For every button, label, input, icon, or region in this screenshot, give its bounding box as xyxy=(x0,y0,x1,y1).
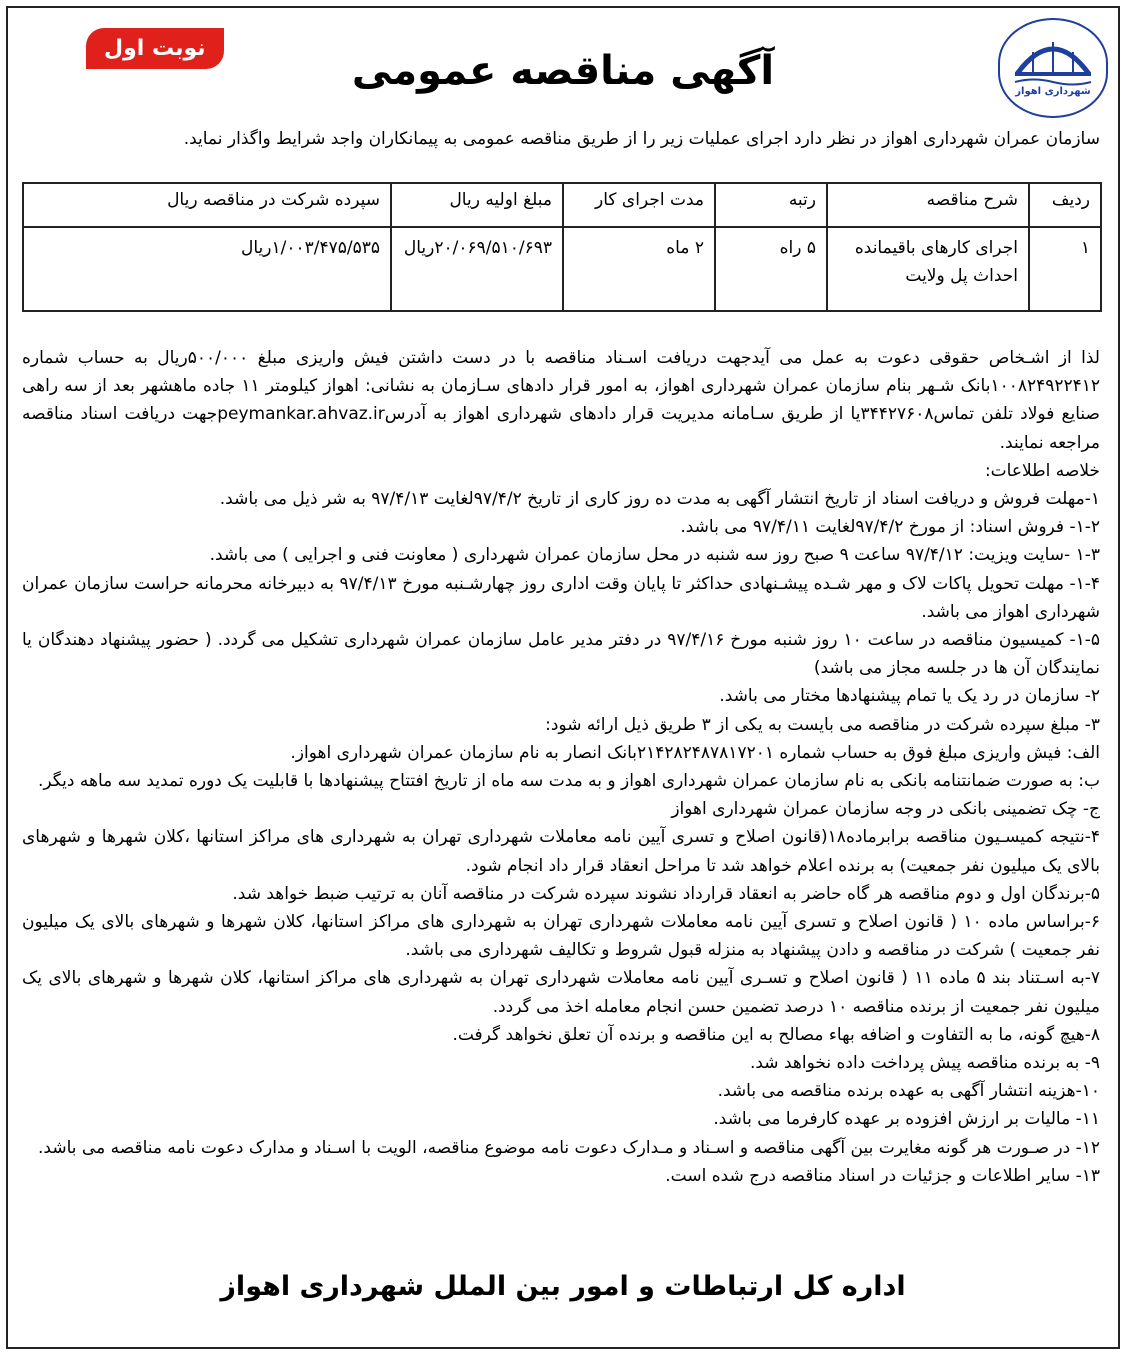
col-initial-amount: مبلغ اولیه ریال xyxy=(391,183,563,227)
issuer-footer: اداره کل ارتباطات و امور بین الملل شهرداری اهواز xyxy=(220,1271,906,1302)
paragraph: ۸-هیچ گونه، ما به التفاوت و اضافه بهاء مصالح به این مناقصه و برنده آن تعلق نخواهد گرفت. xyxy=(452,1024,1100,1045)
turn-badge: نوبت اول xyxy=(86,28,224,69)
paragraph: ۱-۳ -سایت ویزیت: ۹۷/۴/۱۲ ساعت ۹ صبح روز سه شنبه در محل سازمان عمران شهرداری ( معاونت فنی و اجرایی ) می باشد. xyxy=(209,545,1100,566)
tender-table xyxy=(22,182,1102,312)
paragraph: ۳- مبلغ سپرده شرکت در مناقصه می بایست به یکی از ۳ طریق ذیل ارائه شود: xyxy=(545,714,1100,735)
col-row-number: ردیف xyxy=(1029,183,1101,227)
paragraph: لذا از اشـخاص حقوقی دعوت به عمل می آیدجهت دریافت اسـناد مناقصه با در دست داشتن فیش واریزی مبلغ ۵۰۰/۰۰۰ریال به حساب شماره ۱۰۰۸۲۴۹۲۲۴۱۲بانک شـهر بنام سازمان عمران شهرداری اهواز، به امور قرار دادهای سـازمان به نشانی: اهواز کیلومتر ۱۱ جاده ماهشهر بعد از سه راهی صنایع فولاد تلفن تماس۳۴۴۲۷۶۰۸یا از طریق سـامانه مدیریت قرار دادهای شهرداری اهواز به آدرسpeymankar.ahvaz.irجهت دریافت اسناد مناقصه مراجعه نمایند. xyxy=(22,348,1101,453)
cell-initial-amount: ۲۰/۰۶۹/۵۱۰/۶۹۳ریال xyxy=(391,227,563,311)
notice-body xyxy=(22,344,1100,1190)
cell-description: اجرای کارهای باقیمانده احداث پل ولایت xyxy=(827,227,1029,311)
col-duration: مدت اجرای کار xyxy=(563,183,715,227)
paragraph: ۷-به اسـتناد بند ۵ ماده ۱۱ ( قانون اصلاح و تسـری آیین نامه معاملات شهرداری تهران به شهرداری های مراکز استانها، کلان شهرها و شهرهای بالای یک میلیون نفر جمعیت از برنده مناقصه ۱۰ درصد تضمین حسن انجام معامله اخذ می گردد. xyxy=(22,968,1100,1017)
paragraph: ۴-نتیجه کمیسـیون مناقصه برابرماده۱۸(قانون اصلاح و تسری آیین نامه معاملات شهرداری تهران به شهرداری های مراکز استانها ،کلان شهرها و شهرهای بالای یک میلیون نفر جمعیت) به برنده اعلام خواهد شد تا مراحل انعقاد قرار داد انجام شود. xyxy=(22,827,1100,876)
paragraph: ۱۳- سایر اطلاعات و جزئیات در اسناد مناقصه درج شده است. xyxy=(665,1165,1100,1186)
paragraph: ۱۲- در صـورت هر گونه مغایرت بین آگهی مناقصه و اسـناد و مـدارک دعوت نامه موضوع مناقصه، الویت با اسـناد و مدارک دعوت نامه مناقصه می باشد. xyxy=(38,1137,1100,1158)
paragraph: ج- چک تضمینی بانکی در وجه سازمان عمران شهرداری اهواز xyxy=(671,799,1100,820)
paragraph: ۲- سازمان در رد یک یا تمام پیشنهادها مختار می باشد. xyxy=(719,686,1100,707)
paragraph: ۱۰-هزینه انتشار آگهی به عهده برنده مناقصه می باشد. xyxy=(717,1081,1100,1102)
cell-duration: ۲ ماه xyxy=(563,227,715,311)
paragraph: الف: فیش واریزی مبلغ فوق به حساب شماره ۲۱۴۲۸۲۴۸۷۸۱۷۲۰۱بانک انصار به نام سازمان عمران شهرداری اهواز. xyxy=(290,742,1100,763)
col-description: شرح مناقصه xyxy=(827,183,1029,227)
col-grade: رتبه xyxy=(715,183,827,227)
table-header-row xyxy=(23,183,1101,227)
cell-deposit: ۱/۰۰۳/۴۷۵/۵۳۵ریال xyxy=(23,227,391,311)
paragraph: ۱-مهلت فروش و دریافت اسناد از تاریخ انتشار آگهی به مدت ده روز کاری از تاریخ ۹۷/۴/۲لغایت ۹۷/۴/۱۳ به شر ذیل می باشد. xyxy=(219,489,1100,510)
paragraph: ب: به صورت ضمانتنامه بانکی به نام سازمان عمران شهرداری اهواز و به مدت سه ماه از تاریخ افتتاح پیشنهادها با قابلیت یک دوره تمدید سه ماهه دیگر. xyxy=(38,771,1100,792)
table-row xyxy=(23,227,1101,311)
page-title: آگهی مناقصه عمومی xyxy=(351,48,775,94)
tender-notice xyxy=(6,6,1120,1349)
paragraph: ۱-۴- مهلت تحویل پاکات لاک و مهر شـده پیشـنهادی حداکثر تا پایان وقت اداری روز چهارشـنبه مورخ ۹۷/۴/۱۳ به دبیرخانه محرمانه حراست سازمان عمران شهرداری اهواز می باشد. xyxy=(22,573,1101,622)
intro-text: سازمان عمران شهرداری اهواز در نظر دارد اجرای عملیات زیر را از طریق مناقصه عمومی به پیمانکاران واجد شرایط واگذار نماید. xyxy=(183,129,1100,149)
paragraph: ۱۱- مالیات بر ارزش افزوده بر عهده کارفرما می باشد. xyxy=(713,1109,1100,1130)
paragraph: خلاصه اطلاعات: xyxy=(984,460,1100,481)
paragraph: ۱-۵- کمیسیون مناقصه در ساعت ۱۰ روز شنبه مورخ ۹۷/۴/۱۶ در دفتر مدیر عامل سازمان عمران شهرداری تشکیل می گردد. ( حضور پیشنهاد دهندگان یا نمایندگان آن ها در جلسه مجاز می باشد) xyxy=(22,630,1100,679)
cell-row-number: ۱ xyxy=(1029,227,1101,311)
cell-grade: ۵ راه xyxy=(715,227,827,311)
paragraph: ۵-برندگان اول و دوم مناقصه هر گاه حاضر به انعقاد قرارداد نشوند سپرده شرکت در مناقصه آنان به ترتیب ضبط خواهد شد. xyxy=(232,883,1100,904)
paragraph: ۹- به برنده مناقصه پیش پرداخت داده نخواهد شد. xyxy=(749,1053,1100,1074)
logo-caption: شهرداری اهواز xyxy=(1015,86,1091,97)
paragraph: ۱-۲- فروش اسناد: از مورخ ۹۷/۴/۲لغایت ۹۷/۴/۱۱ می باشد. xyxy=(680,517,1100,538)
col-deposit: سپرده شرکت در مناقصه ریال xyxy=(23,183,391,227)
paragraph: ۶-براساس ماده ۱۰ ( قانون اصلاح و تسری آیین نامه معاملات شهرداری تهران به شهرداری های مراکز استانها، کلان شهرها و شهرهای بالای یک میلیون نفر جمعیت ) شرکت در مناقصه و دادن پیشنهاد به منزله قبول شروط و تکالیف شهرداری می باشد. xyxy=(22,912,1100,961)
